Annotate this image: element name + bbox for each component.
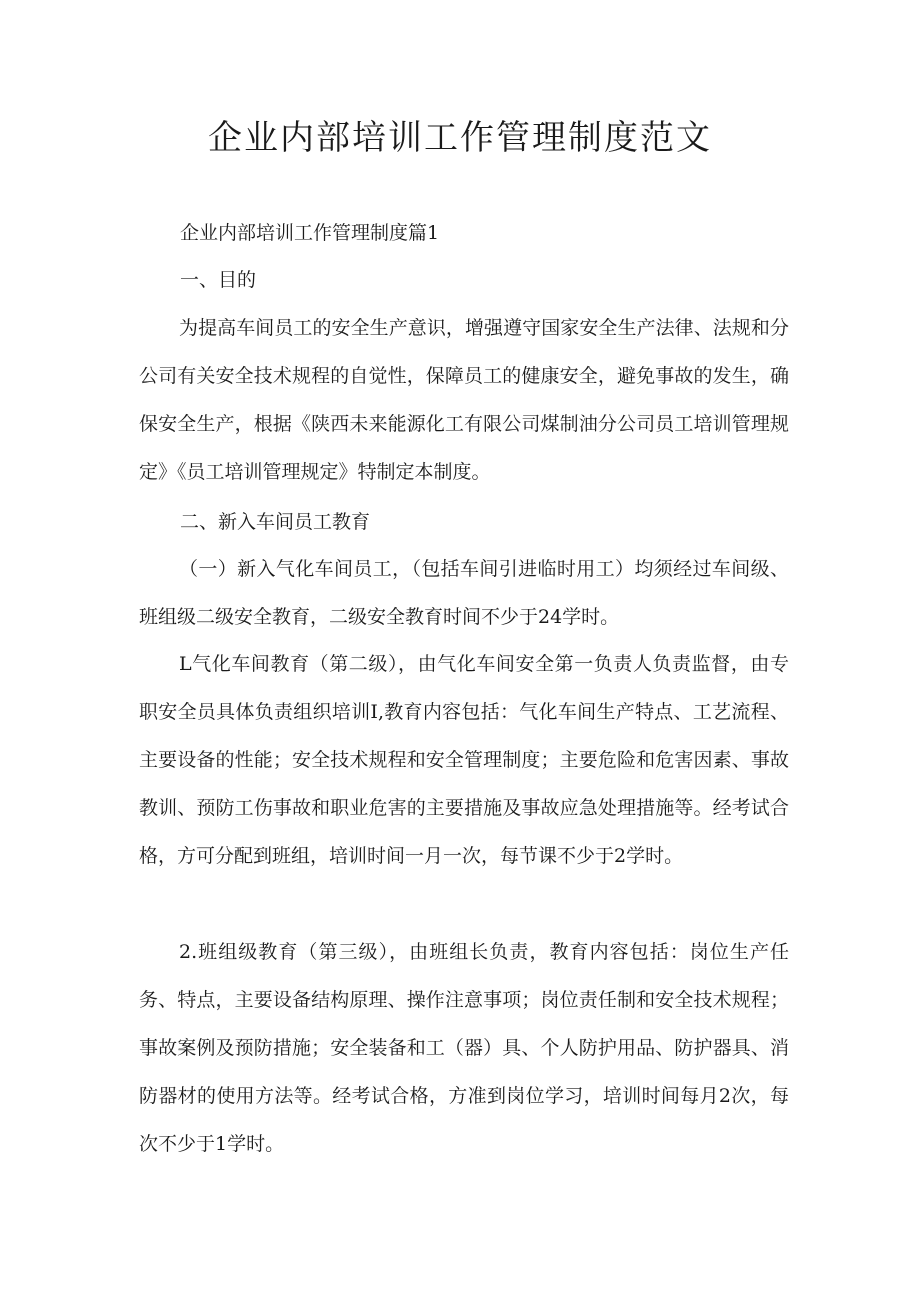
paragraph-item-1-2: 2.班组级教育（第三级），由班组长负责，教育内容包括：岗位生产任务、特点，主要设备结构原理、操作注意事项；岗位责任制和安全技术规程；事故案例及预防措施；安全装备和工（器）具、个人防护用品、防护器具、消防器材的使用方法等。经考试合格，方准到岗位学习，培训时间每月2次，每次不少于1学时。 — [139, 941, 789, 1155]
heading-new-employee-education: 二、新入车间员工教育 — [180, 511, 371, 533]
paragraph-purpose: 为提高车间员工的安全生产意识，增强遵守国家安全生产法律、法规和分公司有关安全技术规程的自觉性，保障员工的健康安全，避免事故的发生，确保安全生产，根据《陕西未来能源化工有限公司煤制油分公司员工培训管理规定》《员工培训管理规定》特制定本制度。 — [139, 317, 789, 483]
section-heading: 企业内部培训工作管理制度篇1 — [180, 222, 440, 244]
document-title: 企业内部培训工作管理制度范文 — [208, 118, 712, 158]
paragraph-item-1: （一）新入气化车间员工，（包括车间引进临时用工）均须经过车间级、班组级二级安全教育，二级安全教育时间不少于24学时。 — [139, 558, 789, 628]
heading-purpose: 一、目的 — [180, 269, 257, 291]
paragraph-item-1-1: L气化车间教育（第二级），由气化车间安全第一负责人负责监督，由专职安全员具体负责组织培训I,教育内容包括：气化车间生产特点、工艺流程、主要设备的性能；安全技术规程和安全管理制度；主要危险和危害因素、事故教训、预防工伤事故和职业危害的主要措施及事故应急处理措施等。经考试合格，方可分配到班组，培训时间一月一次，每节课不少于2学时。 — [139, 653, 789, 867]
